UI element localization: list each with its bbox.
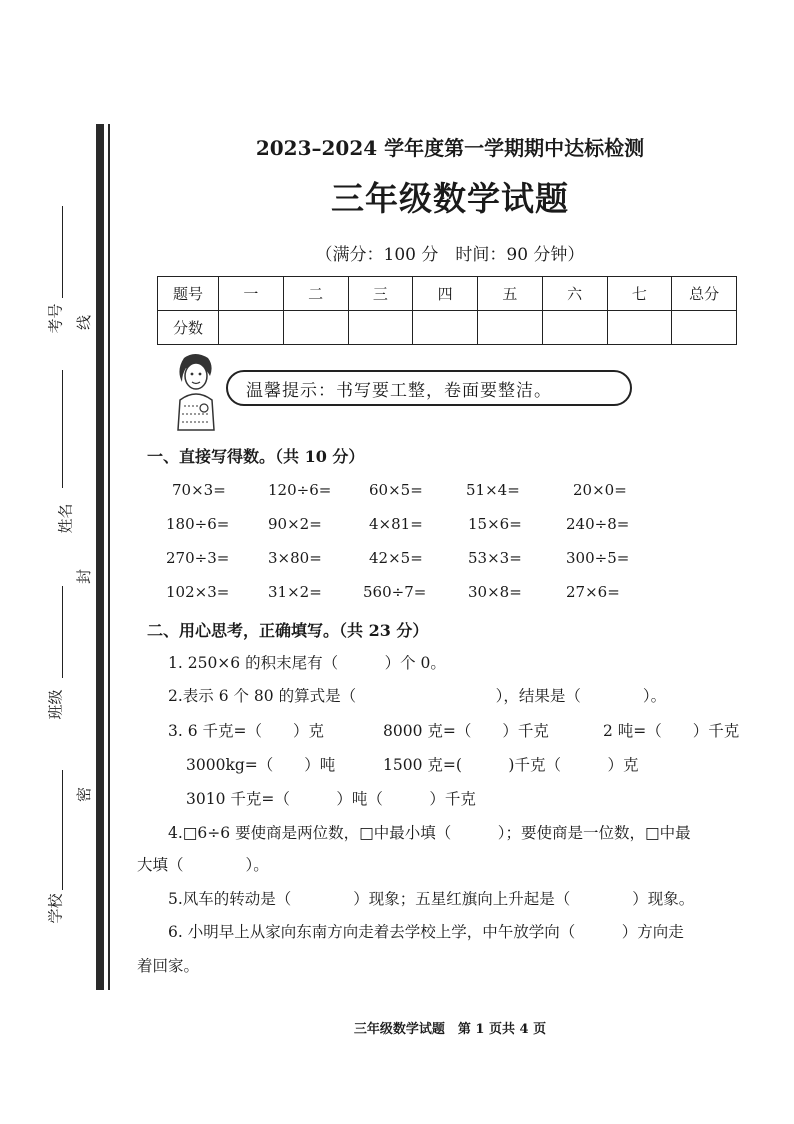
table-cell: 七 xyxy=(607,277,672,311)
school-blank xyxy=(62,770,63,890)
calc-item: 60×5= xyxy=(369,481,423,499)
question-3-part: 3010 千克=（ ）吨（ ）千克 xyxy=(186,790,476,808)
exam-number-label: 考号 xyxy=(46,303,65,334)
calc-item: 70×3= xyxy=(172,481,226,499)
score-cell[interactable] xyxy=(478,311,543,345)
calc-item: 300÷5= xyxy=(566,549,630,567)
question-4-line2: 大填（ ）。 xyxy=(137,856,269,874)
score-cell[interactable] xyxy=(348,311,413,345)
question-3-part: 2 吨=（ ）千克 xyxy=(603,722,740,740)
question-3-part: 3. 6 千克=（ ）克 xyxy=(168,722,324,740)
table-cell: 四 xyxy=(413,277,478,311)
table-cell: 六 xyxy=(542,277,607,311)
calc-item: 120÷6= xyxy=(268,481,332,499)
seal-line-char-feng: 封 xyxy=(75,568,94,585)
table-cell: 五 xyxy=(478,277,543,311)
class-label: 班级 xyxy=(46,689,65,720)
calc-item: 560÷7= xyxy=(363,583,427,601)
calc-item: 42×5= xyxy=(369,549,423,567)
question-3-part: 3000kg=（ ）吨 xyxy=(186,756,336,774)
calc-item: 102×3= xyxy=(166,583,230,601)
question-6-line1: 6. 小明早上从家向东南方向走着去学校上学，中午放学向（ ）方向走 xyxy=(168,923,684,941)
name-blank xyxy=(62,370,63,488)
calc-item: 4×81= xyxy=(369,515,423,533)
calc-item: 270÷3= xyxy=(166,549,230,567)
school-label: 学校 xyxy=(46,893,65,924)
question-2: 2.表示 6 个 80 的算式是（ ），结果是（ ）。 xyxy=(168,687,667,705)
calc-item: 30×8= xyxy=(468,583,522,601)
question-1: 1. 250×6 的积末尾有（ ）个 0。 xyxy=(168,654,446,672)
seal-line-char-mi: 密 xyxy=(75,786,94,803)
calc-item: 27×6= xyxy=(566,583,620,601)
score-cell[interactable] xyxy=(219,311,284,345)
score-cell[interactable] xyxy=(542,311,607,345)
calc-item: 180÷6= xyxy=(166,515,230,533)
exam-info: （满分：100 分 时间：90 分钟） xyxy=(315,245,585,265)
calc-item: 240÷8= xyxy=(566,515,630,533)
calc-item: 3×80= xyxy=(268,549,322,567)
question-5: 5.风车的转动是（ ）现象；五星红旗向上升起是（ ）现象。 xyxy=(168,890,695,908)
calc-item: 51×4= xyxy=(466,481,520,499)
calc-item: 53×3= xyxy=(468,549,522,567)
score-table-header-row xyxy=(158,277,737,311)
exam-subject-title: 三年级数学试题 xyxy=(331,179,569,218)
name-label: 姓名 xyxy=(56,503,75,534)
calc-item: 15×6= xyxy=(468,515,522,533)
score-cell[interactable] xyxy=(672,311,737,345)
tip-box: 温馨提示：书写要工整，卷面要整洁。 xyxy=(226,370,632,406)
table-cell: 一 xyxy=(219,277,284,311)
section2-title: 二、用心思考，正确填写。（共 23 分） xyxy=(147,621,429,640)
exam-title: 2023–2024 学年度第一学期期中达标检测 xyxy=(255,136,645,160)
section1-title: 一、直接写得数。（共 10 分） xyxy=(147,447,365,466)
table-cell: 三 xyxy=(348,277,413,311)
calc-item: 20×0= xyxy=(573,481,627,499)
table-cell: 题号 xyxy=(158,277,219,311)
question-4-line1: 4.□6÷6 要使商是两位数，□中最小填（ ）；要使商是一位数，□中最 xyxy=(168,824,691,842)
page-footer: 三年级数学试题 第 1 页共 4 页 xyxy=(353,1022,547,1037)
calc-item: 90×2= xyxy=(268,515,322,533)
score-cell[interactable] xyxy=(413,311,478,345)
score-cell[interactable] xyxy=(607,311,672,345)
calc-item: 31×2= xyxy=(268,583,322,601)
score-table-score-row xyxy=(158,311,737,345)
score-cell[interactable] xyxy=(283,311,348,345)
teacher-illustration-icon xyxy=(170,352,220,434)
question-3-part: 8000 克=（ ）千克 xyxy=(383,722,549,740)
table-cell: 分数 xyxy=(158,311,219,345)
question-3-part: 1500 克=( )千克（ ）克 xyxy=(383,756,639,774)
question-6-line2: 着回家。 xyxy=(137,957,200,975)
table-cell: 二 xyxy=(283,277,348,311)
score-table xyxy=(157,276,737,345)
seal-line-char-xian: 线 xyxy=(75,314,94,331)
table-cell: 总分 xyxy=(672,277,737,311)
class-blank xyxy=(62,586,63,678)
